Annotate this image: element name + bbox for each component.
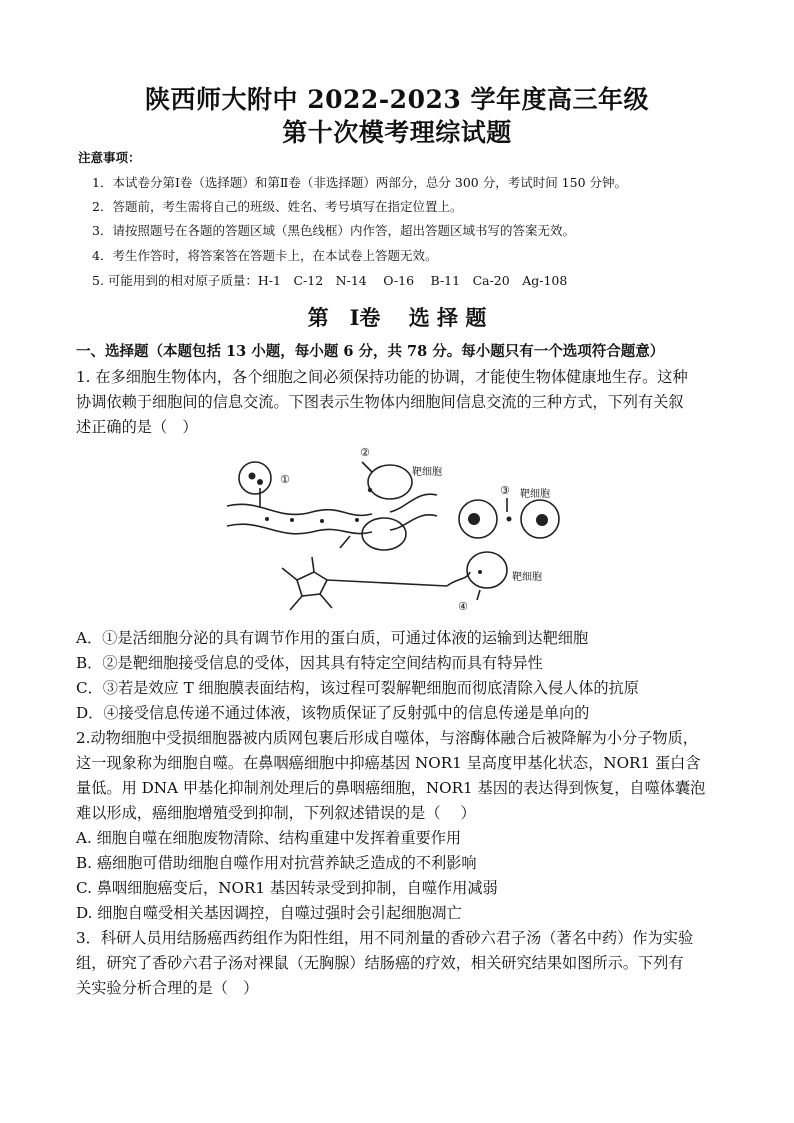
- signal-dot-2: [290, 518, 294, 522]
- marker-3: ③: [500, 484, 510, 497]
- notice-item-2: 2．答题前，考生需将自己的班级、姓名、考号填写在指定位置上。: [92, 199, 463, 214]
- notice-item-5: 5. 可能用到的相对原子质量：H-1 C-12 N-14 O-16 B-11 Ca-20 Ag-108: [92, 273, 568, 288]
- vesicle-1: [249, 473, 256, 480]
- q1-stem-line1: 1. 在多细胞生物体内，各个细胞之间必须保持功能的协调，才能使生物体健康地生存。这种: [76, 368, 688, 386]
- signal-dot-5: [368, 488, 372, 492]
- notice-heading: 注意事项：: [78, 150, 141, 165]
- effector-nucleus: [468, 513, 480, 525]
- section-title: 第 Ⅰ卷 选 择 题: [307, 305, 487, 330]
- q2-option-b: B. 癌细胞可借助细胞自噬作用对抗营养缺乏造成的不利影响: [76, 854, 477, 872]
- neuron-soma: [297, 572, 327, 596]
- target-label-3: 靶细胞: [512, 572, 542, 583]
- axon-terminal: [447, 572, 470, 586]
- q2-option-d: D. 细胞自噬受相关基因调控，自噬过强时会引起细胞凋亡: [76, 904, 462, 922]
- q2-stem-line4: 难以形成，癌细胞增殖受到抑制，下列叙述错误的是（ ）: [76, 804, 476, 822]
- q1-stem-line3: 述正确的是（ ）: [76, 418, 198, 436]
- q1-option-a: A．①是活细胞分泌的具有调节作用的蛋白质，可通过体液的运输到达靶细胞: [76, 629, 589, 647]
- q2-stem-line2: 这一现象称为细胞自噬。在鼻咽癌细胞中抑癌基因 NOR1 呈高度甲基化状态，NOR1 蛋白含: [76, 754, 701, 772]
- exam-title-line2: 第十次模考理综试题: [282, 118, 512, 147]
- q3-stem-line1: 3．科研人员用结肠癌西药组作为阳性组，用不同剂量的香砂六君子汤（著名中药）作为实验: [76, 929, 694, 947]
- secreting-cell: [239, 462, 271, 494]
- marker-1: ①: [280, 473, 290, 486]
- signal-dot-4: [355, 518, 359, 522]
- vesicle-2: [257, 479, 263, 485]
- vessel-wall-top: [227, 494, 437, 515]
- part-heading: 一、选择题（本题包括 13 小题，每小题 6 分，共 78 分。每小题只有一个选项符合题意）: [76, 343, 665, 360]
- q1-option-d: D．④接受信息传递不通过体液，该物质保证了反射弧中的信息传递是单向的: [76, 704, 590, 722]
- vessel-adjacent-cell: [362, 518, 406, 550]
- notice-item-3: 3．请按照题号在各题的答题区域（黑色线框）内作答，超出答题区域书写的答案无效。: [92, 223, 575, 238]
- notice-item-4: 4．考生作答时，将答案答在答题卡上，在本试卷上答题无效。: [92, 248, 438, 263]
- contact-dot: [507, 517, 512, 522]
- target-label-1: 靶细胞: [412, 467, 442, 478]
- marker-2: ②: [360, 446, 370, 459]
- target-nucleus: [536, 514, 548, 526]
- q3-stem-line2: 组，研究了香砂六君子汤对裸鼠（无胸腺）结肠癌的疗效，相关研究结果如图所示。下列有: [76, 954, 684, 972]
- q1-option-b: B．②是靶细胞接受信息的受体，因其具有特定空间结构而具有特异性: [76, 654, 543, 672]
- q3-stem-line3: 关实验分析合理的是（ ）: [76, 979, 259, 997]
- neuron-processes: [282, 557, 447, 610]
- cell-communication-figure: [222, 440, 572, 625]
- marker-4: ④: [458, 600, 468, 613]
- target-cell-1: [368, 465, 412, 499]
- q1-option-c: C．③若是效应 T 细胞膜表面结构，该过程可裂解靶细胞而彻底清除入侵人体的抗原: [76, 679, 639, 697]
- q2-stem-line3: 量低。用 DNA 甲基化抑制剂处理后的鼻咽癌细胞，NOR1 基因的表达得到恢复，自噬体囊泡: [76, 779, 706, 797]
- exam-title-line1: 陕西师大附中 2022-2023 学年度高三年级: [145, 85, 649, 114]
- target-cell-3: [467, 552, 507, 588]
- neurotransmitter-dot: [478, 570, 482, 574]
- signal-dot-1: [265, 517, 269, 521]
- signal-dot-3: [320, 519, 324, 523]
- q1-stem-line2: 协调依赖于细胞间的信息交流。下图表示生物体内细胞间信息交流的三种方式，下列有关叙: [76, 393, 684, 411]
- q2-stem-line1: 2.动物细胞中受损细胞器被内质网包裹后形成自噬体，与溶酶体融合后被降解为小分子物质，: [76, 729, 698, 747]
- notice-item-1: 1．本试卷分第Ⅰ卷（选择题）和第Ⅱ卷（非选择题）两部分，总分 300 分，考试时间 150 分钟。: [92, 175, 627, 190]
- q2-option-c: C. 鼻咽细胞癌变后，NOR1 基因转录受到抑制，自噬作用减弱: [76, 879, 498, 897]
- target-label-2: 靶细胞: [520, 489, 550, 500]
- q2-option-a: A. 细胞自噬在细胞废物清除、结构重建中发挥着重要作用: [76, 829, 462, 847]
